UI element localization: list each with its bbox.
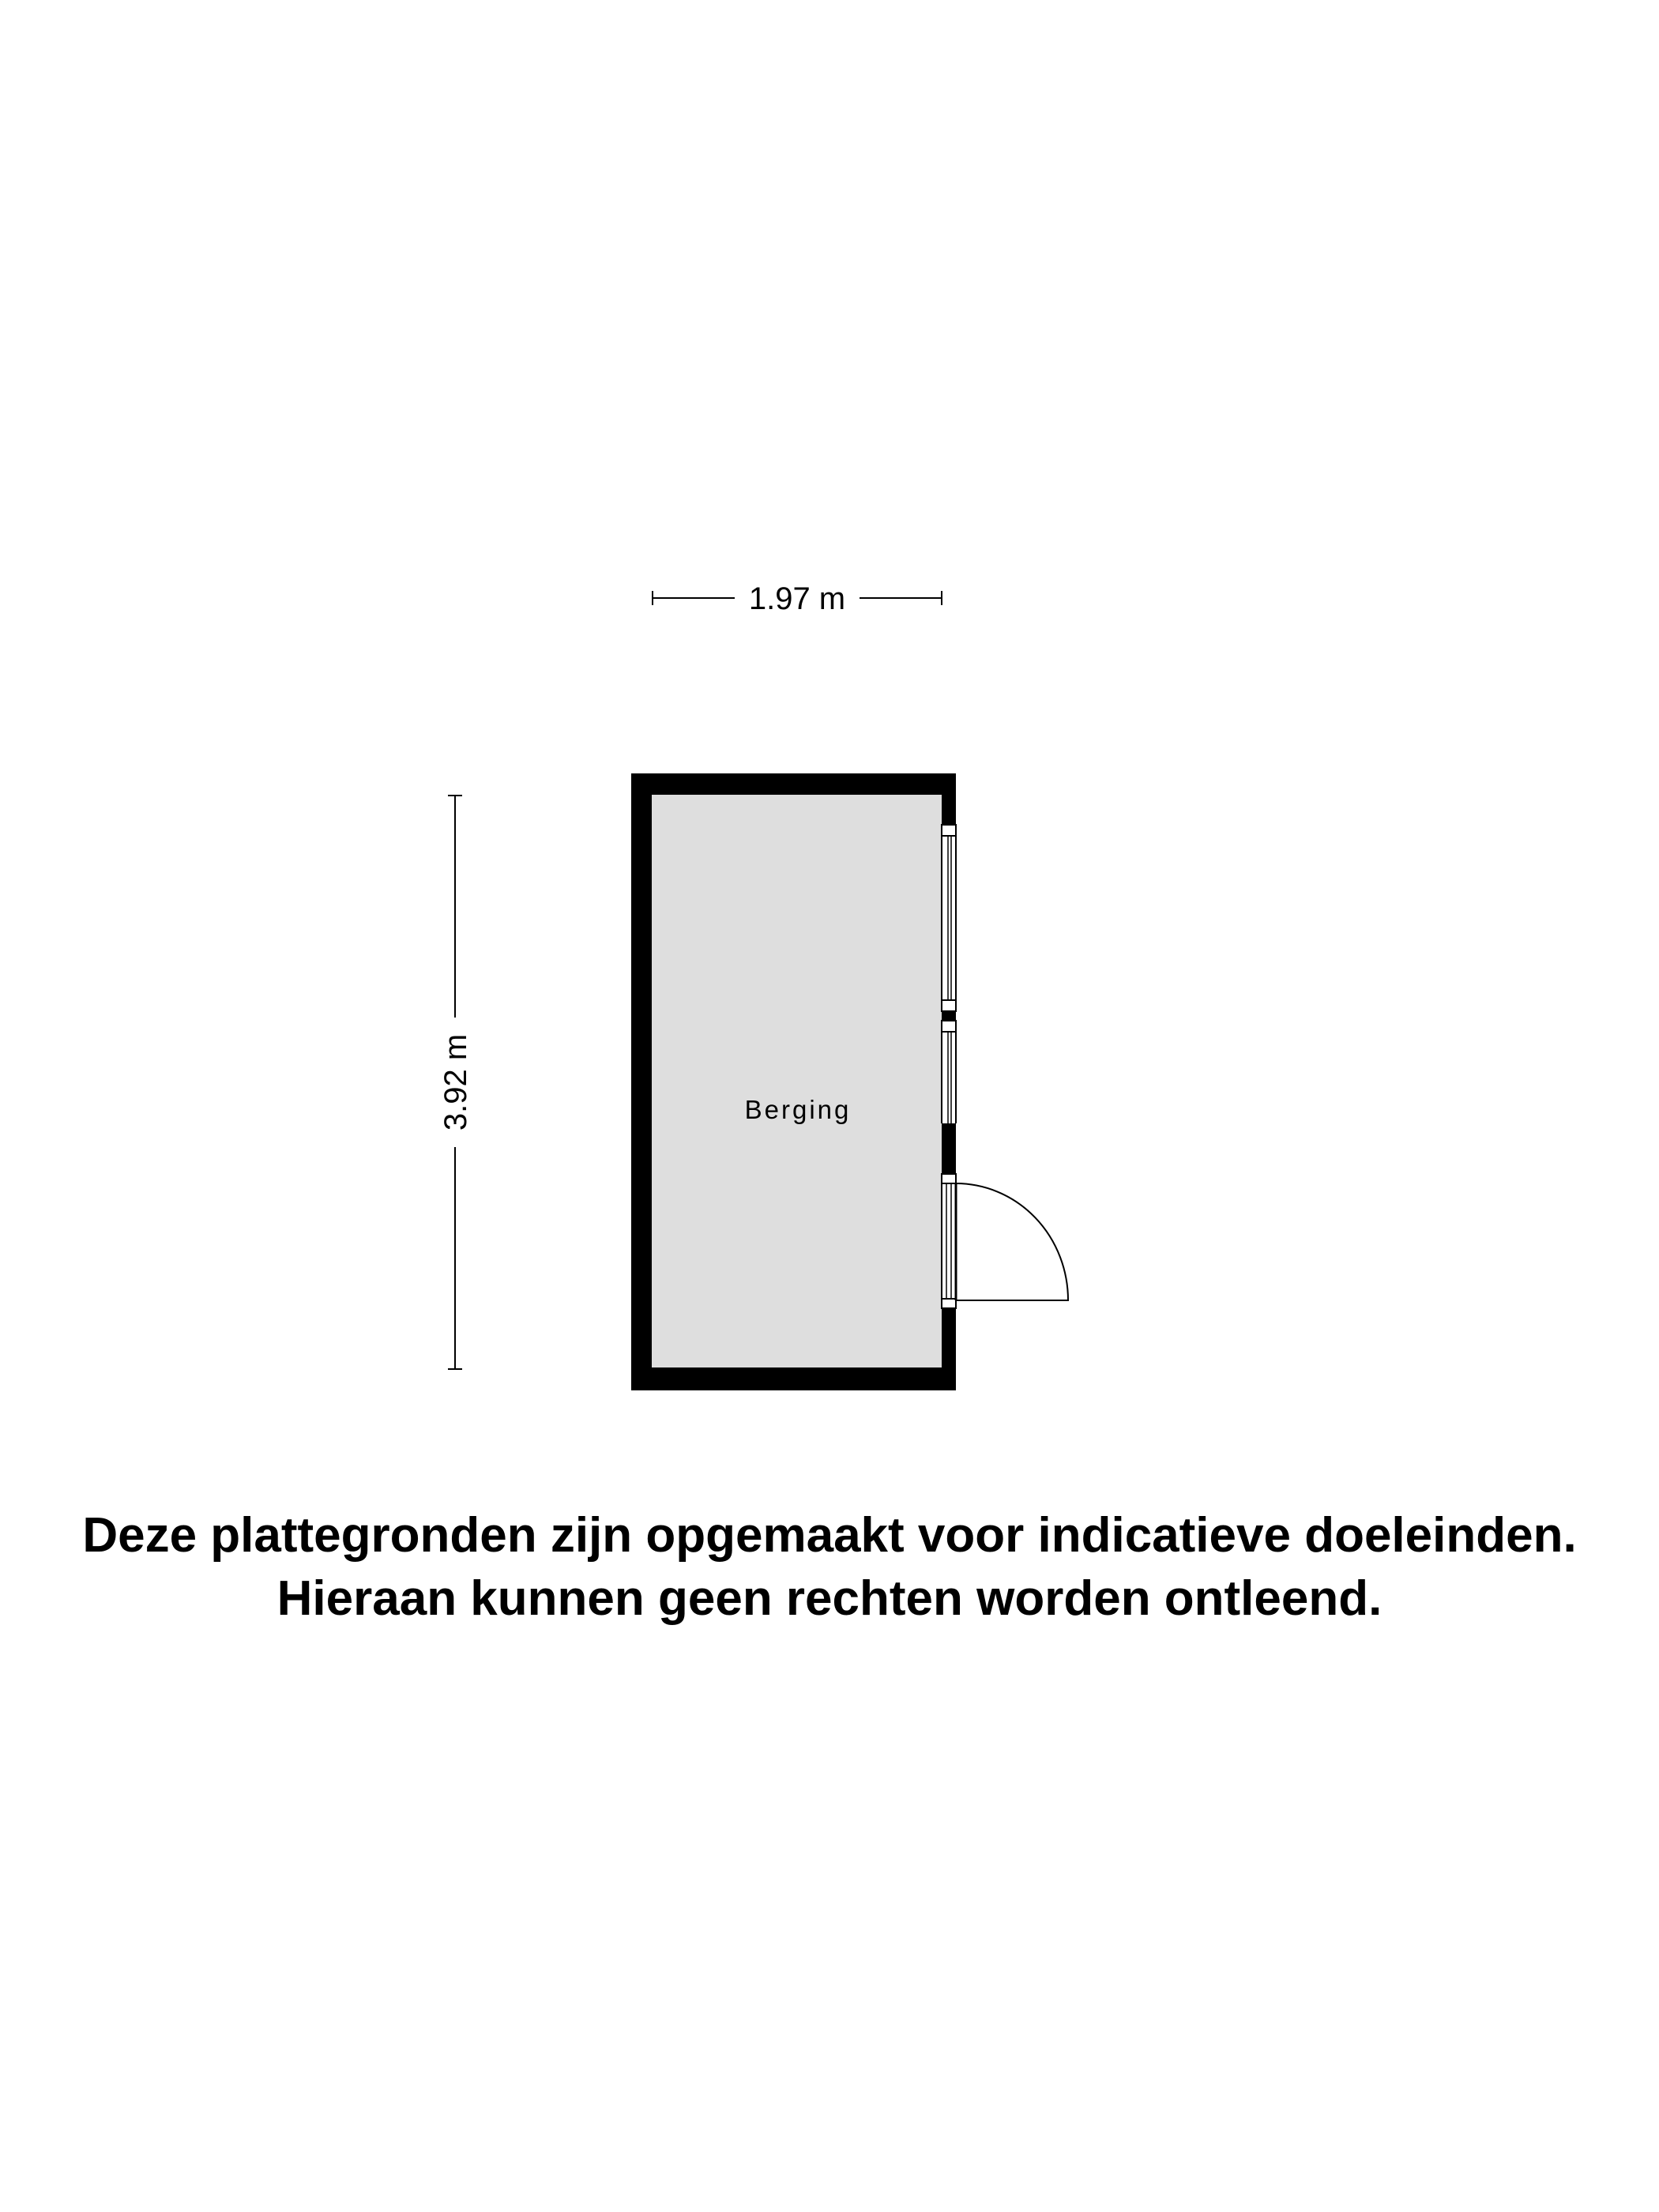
room-label: Berging [744,1095,852,1124]
window-lower [942,1021,956,1123]
window-upper [942,825,956,1011]
height-dimension-label: 3.92 m [438,1033,473,1131]
width-dimension-label: 1.97 m [748,581,846,616]
width-dimension [653,581,942,616]
door-swing-arc [956,1183,1068,1300]
height-dimension [438,796,473,1369]
disclaimer-line-2: Hieraan kunnen geen rechten worden ontleend. [276,1571,1382,1626]
door [942,1174,1068,1308]
disclaimer-line-1: Deze plattegronden zijn opgemaakt voor indicatieve doeleinden. [82,1508,1577,1563]
room-berging [631,773,1068,1390]
room-floor [652,795,942,1367]
